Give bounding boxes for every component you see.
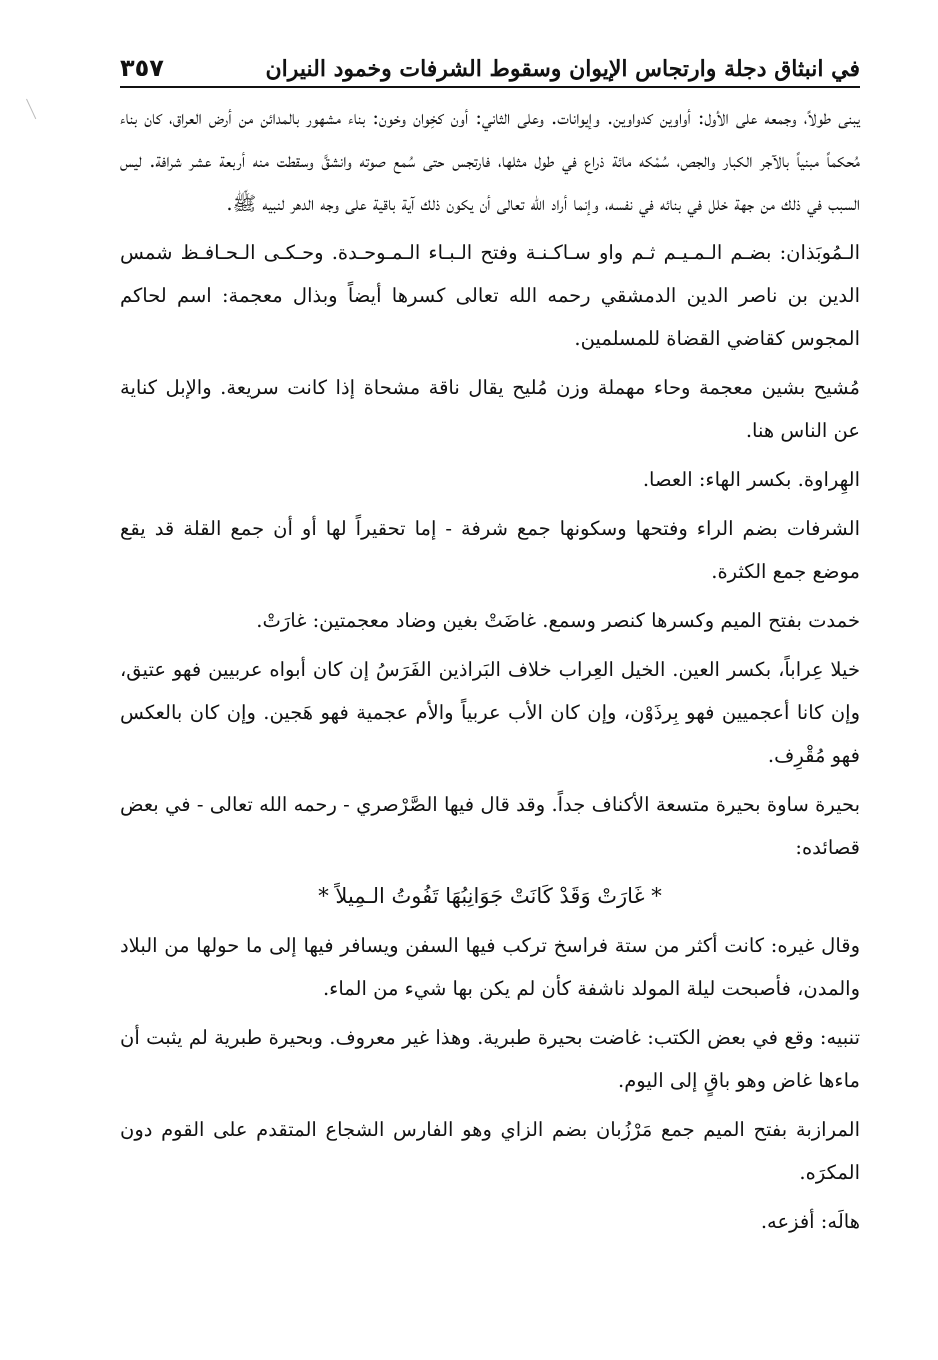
paragraph: تنبيه: وقع في بعض الكتب: غاضت بحيرة طبرية. وهذا غير معروف. وبحيرة طبرية لم يثبت أن ماءها غاض وهو باقٍ إلى اليوم. (120, 1026, 860, 1092)
paragraph: خمدت بفتح الميم وكسرها كنصر وسمع. غاضَتْ بغين وضاد معجمتين: غارَتْ. (256, 609, 860, 632)
page-body (120, 96, 860, 1243)
paragraph: الهِراوة. بكسر الهاء: العصا. (642, 468, 860, 491)
paragraph: وقال غيره: كانت أكثر من ستة فراسخ تركب فيها السفن ويسافر فيها إلى ما حولها من البلاد والمدن، فأصبحت ليلة المولد ناشفة كأن لم يكن بها شيء من الماء. (120, 934, 860, 1000)
margin-mark (26, 93, 49, 119)
paragraph: بحيرة ساوة بحيرة متسعة الأكناف جداً. وقد قال فيها الصَّرْصري - رحمه الله تعالى - في بعض قصائده: (120, 793, 860, 859)
paragraph: يبنى طولاً، وجمعه على الأول: أواوين كدواوين. وإيوانات. وعلى الثاني: أون كخِوان وخون: بناء مشهور بالمدائن من أرض العراق، كان بناء مُحكماً مبنياً بالآجر الكبار والجص، سُمْكه مائة ذراع في طول مثلها، فارتجس حتى سُمع صوته وانشقَّ وسقطت منه أربعة عشر شرافة. ليس السبب في ذلك من جهة خلل في بنائه في نفسه، وإنما أراد الله تعالى أن يكون ذلك آية باقية على وجه الدهر لنبيه ﷺ. (120, 106, 860, 215)
page-number: ٣٥٧ (120, 54, 164, 82)
paragraph: خيلا عِراباً، بكسر العين. الخيل العِراب خلاف البَراذين الفَرَسُ إن كان أبواه عربيين فهو عتيق، وإن كانا أعجميين فهو بِرذَوْن، وإن كان الأب عربياً والأم عجمية فهو هَجين. وإن كان بالعكس فهو مُقْرِف. (120, 658, 860, 767)
paragraph: المرازبة بفتح الميم جمع مَرْزُبان بضم الزاي وهو الفارس الشجاع المتقدم على القوم دون المكرَه. (120, 1118, 860, 1184)
page-header (120, 44, 860, 88)
paragraph: مُشيح بشين معجمة وحاء مهملة وزن مُليح يقال ناقة مشحاة إذا كانت سريعة. والإبل كناية عن الناس هنا. (120, 376, 860, 442)
paragraph: الشرفات بضم الراء وفتحها وسكونها جمع شرفة - إما تحقيراً لها أو أن جمع القلة قد يقع موضع جمع الكثرة. (120, 517, 860, 583)
running-title: في انبثاق دجلة وارتجاس الإيوان وسقوط الشرفات وخمود النيران (265, 56, 860, 82)
paragraph: هالَه: أفزعه. (760, 1210, 860, 1233)
paragraph: الـمُوبَذان: بضـم الـمـيـم ثـم واو سـاكـنـة وفتح الـبـاء الـمـوحـدة. وحـكـى الـحـافـظ شمس الدين بن ناصر الدين الدمشقي رحمه الله تعالى كسرها أيضاً وبذال معجمة: اسم لحاكم المجوس كقاضي القضاة للمسلمين. (120, 241, 860, 350)
verse-line: * غَارَتْ وَقَدْ كَانَتْ جَوَانِبُهَا تَفُوتُ الـمِيلاً * (318, 884, 662, 908)
